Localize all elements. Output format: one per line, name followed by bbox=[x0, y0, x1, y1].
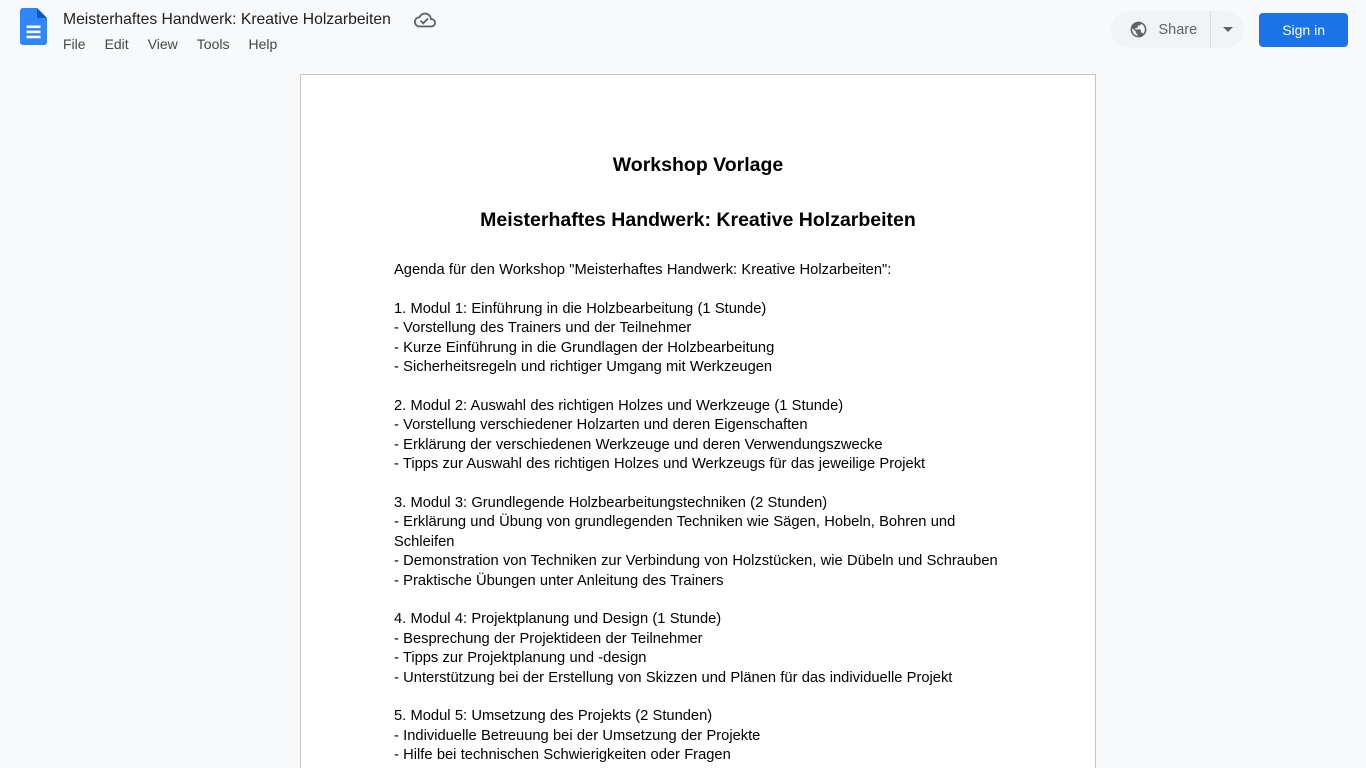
document-line: 5. Modul 5: Umsetzung des Projekts (2 Stunden) bbox=[394, 708, 713, 725]
document-line: - Praktische Übungen unter Anleitung des Trainers bbox=[394, 572, 724, 589]
menu-item[interactable]: View bbox=[147, 36, 178, 52]
share-button-group bbox=[1111, 11, 1244, 48]
document-page bbox=[300, 74, 1096, 768]
document-line: 2. Modul 2: Auswahl des richtigen Holzes und Werkzeuge (1 Stunde) bbox=[394, 397, 844, 414]
menu-item[interactable]: File bbox=[63, 36, 86, 52]
menu-item[interactable]: Edit bbox=[104, 36, 129, 52]
doc-title-heading: Workshop Vorlage bbox=[612, 154, 784, 176]
menu-item[interactable]: Help bbox=[248, 36, 278, 52]
document-line: - Demonstration von Techniken zur Verbindung von Holzstücken, wie Dübeln und Schrauben bbox=[394, 553, 998, 570]
document-line: - Hilfe bei technischen Schwierigkeiten oder Fragen bbox=[394, 747, 731, 764]
header-actions bbox=[1111, 11, 1348, 48]
cloud-check-icon[interactable] bbox=[414, 8, 438, 32]
document-line: - Kurze Einführung in die Grundlagen der Holzbearbeitung bbox=[394, 339, 775, 356]
doc-subtitle-heading: Meisterhaftes Handwerk: Kreative Holzarbeiten bbox=[480, 209, 916, 231]
google-docs-icon[interactable] bbox=[20, 8, 47, 45]
menu-item[interactable]: Tools bbox=[196, 36, 230, 52]
document-line: - Tipps zur Projektplanung und -design bbox=[394, 650, 647, 667]
document-line: Agenda für den Workshop "Meisterhaftes Handwerk: Kreative Holzarbeiten": bbox=[394, 262, 892, 278]
document-line: - Vorstellung verschiedener Holzarten und deren Eigenschaften bbox=[394, 417, 808, 434]
title-row bbox=[63, 8, 438, 32]
menu-bar bbox=[63, 35, 438, 53]
document-line bbox=[394, 377, 1002, 396]
chevron-down-icon bbox=[1223, 27, 1233, 32]
document-canvas bbox=[0, 74, 1366, 768]
document-line: - Erklärung und Übung von grundlegenden Techniken wie Sägen, Hobeln, Bohren und Schleifen bbox=[394, 514, 956, 550]
document-line: - Tipps zur Auswahl des richtigen Holzes und Werkzeugs für das jeweilige Projekt bbox=[394, 456, 926, 473]
globe-icon bbox=[1129, 20, 1148, 39]
document-line: - Vorstellung des Trainers und der Teilnehmer bbox=[394, 320, 692, 337]
document-line bbox=[394, 688, 1002, 707]
document-line bbox=[394, 280, 1002, 299]
document-line: 4. Modul 4: Projektplanung und Design (1 Stunde) bbox=[394, 611, 722, 628]
header-left bbox=[20, 7, 438, 53]
document-line: - Erklärung der verschiedenen Werkzeuge und deren Verwendungszwecke bbox=[394, 436, 883, 453]
document-title[interactable]: Meisterhaftes Handwerk: Kreative Holzarbeiten bbox=[63, 11, 391, 28]
share-button-label: Share bbox=[1158, 21, 1198, 38]
share-button[interactable] bbox=[1111, 11, 1210, 48]
document-line: - Unterstützung bei der Erstellung von Skizzen und Plänen für das individuelle Projekt bbox=[394, 669, 953, 686]
share-dropdown-button[interactable] bbox=[1211, 11, 1244, 48]
document-line: - Sicherheitsregeln und richtiger Umgang mit Werkzeugen bbox=[394, 359, 773, 376]
document-line: - Besprechung der Projektideen der Teilnehmer bbox=[394, 630, 703, 647]
document-line: 1. Modul 1: Einführung in die Holzbearbeitung (1 Stunde) bbox=[394, 300, 767, 317]
document-line: - Individuelle Betreuung bei der Umsetzung der Projekte bbox=[394, 727, 761, 744]
document-line bbox=[394, 474, 1002, 493]
title-column bbox=[63, 7, 438, 53]
app-header bbox=[0, 0, 1366, 62]
document-line bbox=[394, 591, 1002, 610]
sign-in-button[interactable]: Sign in bbox=[1259, 13, 1348, 47]
document-line: 3. Modul 3: Grundlegende Holzbearbeitungstechniken (2 Stunden) bbox=[394, 494, 828, 511]
document-body bbox=[394, 261, 1002, 766]
